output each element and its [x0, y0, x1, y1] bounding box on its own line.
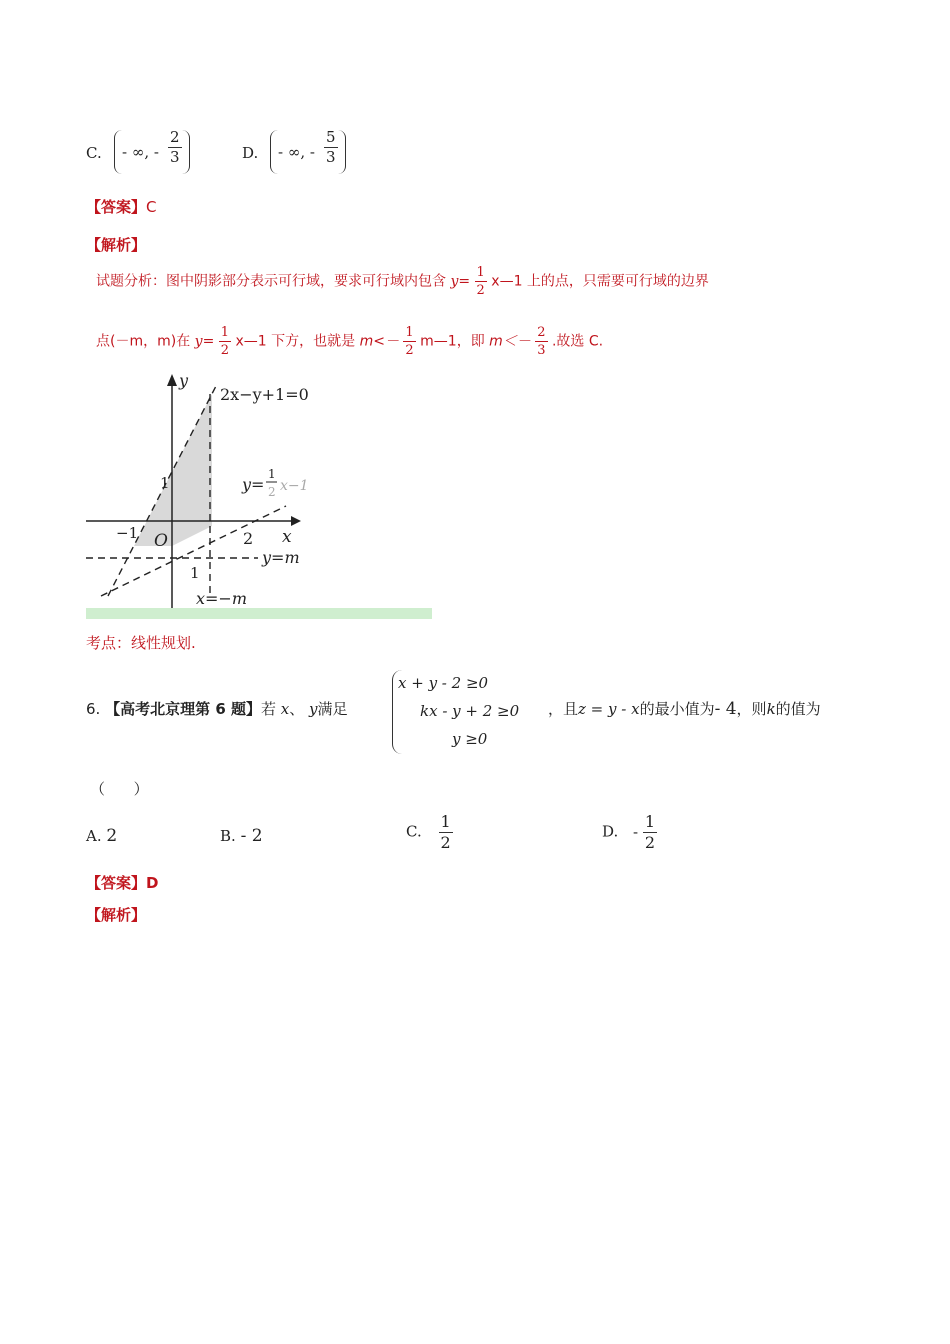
option-c-fraction [168, 130, 182, 165]
option-a: A. 2 [86, 826, 118, 846]
frac-den: 3 [170, 148, 180, 166]
option-b: B. - 2 [220, 826, 263, 846]
answer-paren: （ ） [90, 780, 149, 798]
option-d-label: D. [242, 144, 259, 162]
divider-bar [86, 608, 432, 619]
answer-block-q5 [86, 186, 864, 366]
system-line-1: x + y - 2 ≥0 [398, 674, 489, 692]
kaodian: 考点：线性规划. [86, 634, 196, 652]
frac-den: 3 [326, 148, 336, 166]
question-number: 6. [86, 700, 101, 718]
line2-label-rest: x−1 [280, 478, 309, 494]
analysis-line-1: 试题分析：图中阴影部分表示可行域，要求可行域内包含 y= $\frac{1}{2}$ x—1 上的点，只需要可行域的边界 [96, 265, 709, 298]
analysis-tag-q6: 【解析】 [86, 906, 147, 924]
origin-label: O [154, 531, 168, 551]
tick-two: 2 [243, 529, 254, 548]
ym-label: y=m [262, 548, 300, 567]
answer-tag: 【答案】C [86, 198, 157, 216]
y-axis-arrow [167, 374, 177, 386]
answer-tag-q6: 【答案】D [86, 874, 159, 892]
xm-label: x=−m [196, 589, 248, 608]
line2-label-y: y= [242, 475, 265, 494]
analysis-tag: 【解析】 [86, 236, 147, 254]
option-d: D. - $\frac{1}{2}$ [602, 812, 656, 852]
question-6-stem-left: 6. 【高考北京理第 6 题】若 x、 y满足 [86, 700, 348, 718]
shaded-region [134, 394, 212, 546]
tick-neg-one: −1 [116, 524, 139, 542]
analysis-line-2: 点(－m，m)在 y= $\frac{1}{2}$ x—1 下方，也就是 m<－ $\frac{1}{2}$ m—1，即 m＜－ $\frac{2}{3}$ .故选 C. [96, 325, 604, 358]
question-6-stem-right: ，且z = y - x的最小值为- 4，则k的值为 [548, 699, 821, 719]
option-c-label: C. [86, 144, 102, 162]
frac-num: 2 [170, 128, 180, 146]
line1-label: 2x−y+1=0 [220, 385, 309, 404]
feasible-region-figure [86, 366, 432, 608]
line2-num: 1 [268, 467, 276, 481]
system-line-3: y ≥0 [452, 730, 488, 748]
system-line-2: kx - y + 2 ≥0 [420, 702, 520, 720]
option-c-inner: - ∞, - [122, 143, 159, 161]
frac-num: 5 [326, 128, 336, 146]
x-axis-label: x [282, 527, 292, 547]
tick-one-x: 1 [190, 564, 200, 582]
option-c: C. $\frac{1}{2}$ [406, 812, 451, 852]
option-d-inner: - ∞, - [278, 143, 315, 161]
option-d-fraction [324, 130, 338, 165]
x-axis-arrow [291, 516, 301, 526]
question-source: 【高考北京理第 6 题】 [105, 700, 261, 718]
y-axis-label: y [179, 371, 189, 390]
line2-den: 2 [268, 485, 276, 499]
tick-one-y: 1 [160, 474, 170, 492]
